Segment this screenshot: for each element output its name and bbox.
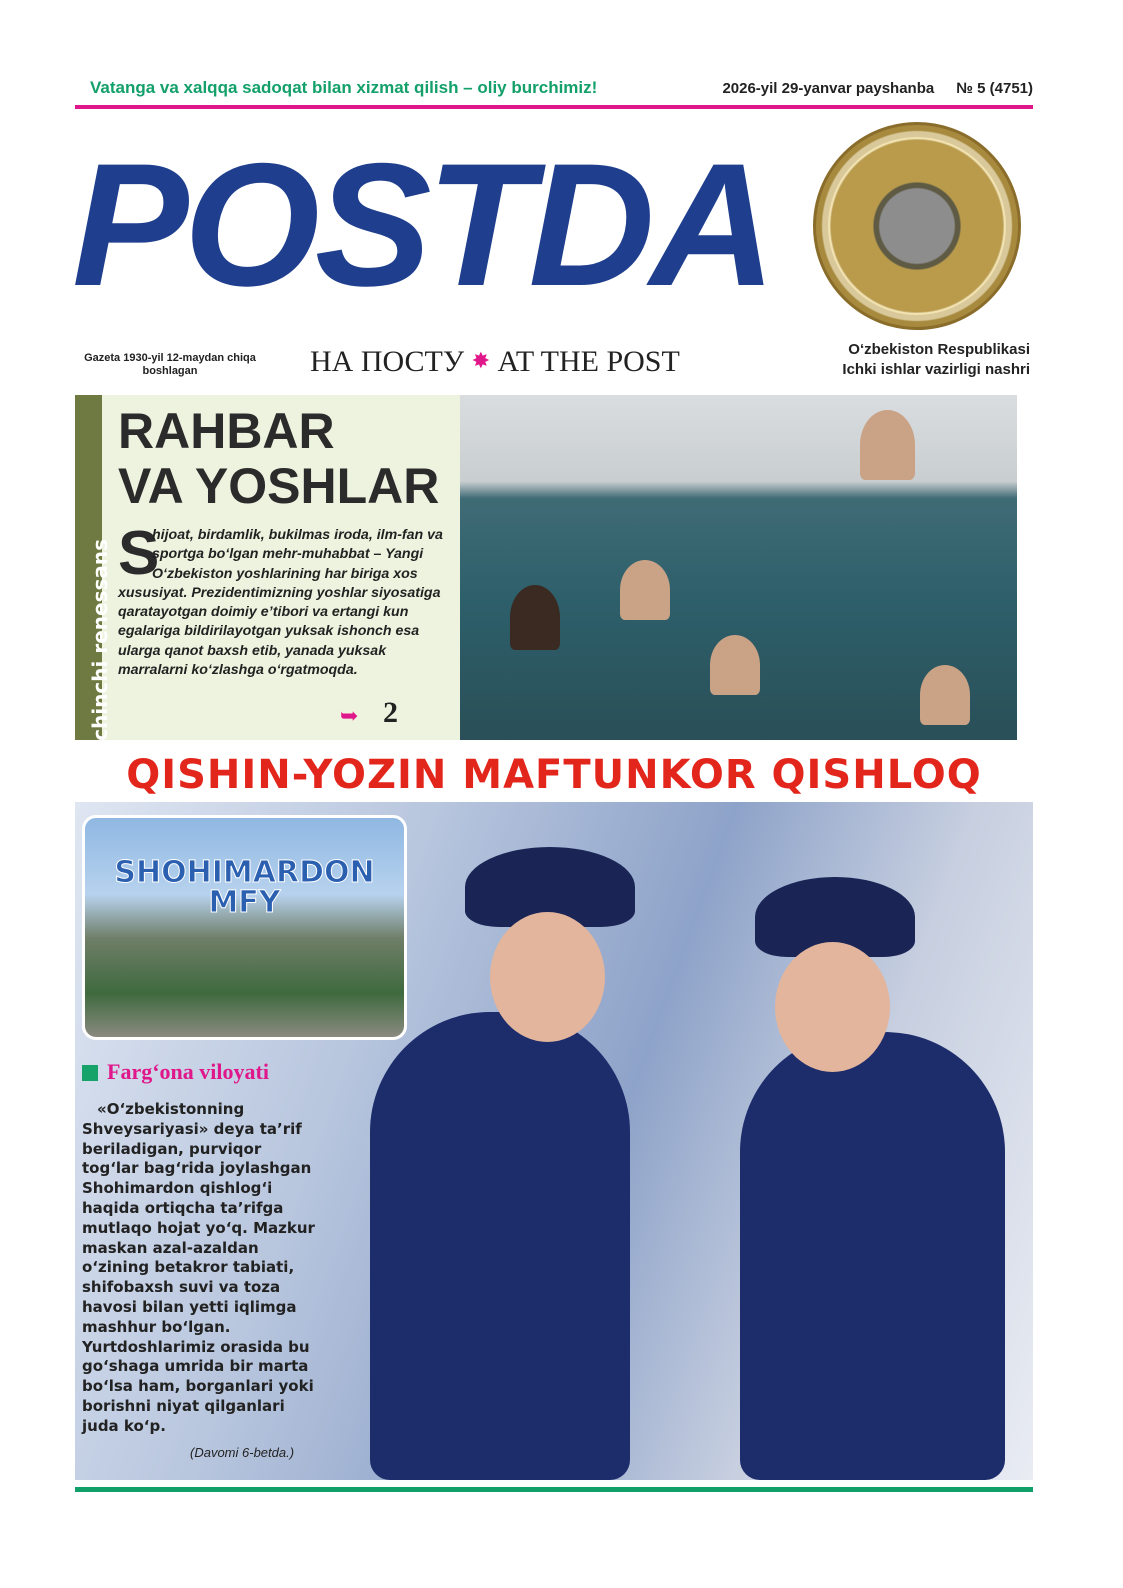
inset-photo bbox=[82, 815, 407, 1040]
photo-figure bbox=[920, 665, 970, 725]
publisher bbox=[800, 340, 1030, 381]
rubric-label: Uchinchi renessans bbox=[88, 538, 112, 757]
body-text: «O‘zbekistonning Shveysariyasi» deya ta’rif beriladigan, purviqor tog‘lar bag‘rida joylashgan Shohimardon qishlog‘i haqida ortiqcha ta’rifga mutlaqo hojat yo‘q. Mazkur maskan azal-azaldan o‘zining betakror tabiati, shifobaxsh suvi va toza havosi bilan yetti iqlimga mashhur bo‘lgan. Yurtdoshlarimiz orasida bu go‘shaga umrida bir marta bo‘lsa ham, borganlari yoki borishni niyat qilganlari juda ko‘p. bbox=[82, 1100, 315, 1435]
region-label: Farg‘ona viloyati bbox=[107, 1059, 269, 1084]
dateline bbox=[700, 80, 1033, 97]
photo-figure bbox=[710, 635, 760, 695]
text-line: hijoat, birdamlik, bukilmas bbox=[152, 527, 331, 543]
photo-figure bbox=[370, 1012, 630, 1480]
photo-figure bbox=[620, 560, 670, 620]
dropcap: S bbox=[118, 519, 160, 588]
star-icon: ✸ bbox=[471, 348, 491, 373]
issue-date: 2026-yil 29-yanvar payshanba bbox=[722, 80, 935, 97]
issue-number: № 5 (4751) bbox=[956, 80, 1033, 97]
photo-figure bbox=[740, 1032, 1005, 1480]
publisher-line: O‘zbekiston Respublikasi bbox=[848, 341, 1030, 358]
motto: Vatanga va xalqqa sadoqat bilan xizmat qilish – oliy burchimiz! bbox=[90, 78, 598, 97]
inset-sign-text: SHOHIMARDON MFY bbox=[114, 855, 375, 920]
ministry-seal-icon bbox=[813, 122, 1021, 330]
photo-figure bbox=[490, 912, 605, 1042]
photo-figure bbox=[775, 942, 890, 1072]
text-line: mehr-muhabbat – Yangi O‘zbekiston bbox=[152, 546, 424, 582]
masthead-logo: POSTDA bbox=[72, 128, 772, 323]
square-bullet-icon bbox=[82, 1065, 98, 1081]
seal-ring bbox=[828, 137, 1006, 315]
lead-story-photo bbox=[460, 395, 1017, 740]
main-story-text bbox=[82, 1100, 322, 1437]
subtitle-en: AT THE POST bbox=[497, 345, 680, 378]
continued-note[interactable]: (Davomi 6-betda.) bbox=[190, 1445, 295, 1460]
main-headline[interactable]: QISHIN-YOZIN MAFTUNKOR QISHLOQ bbox=[126, 752, 982, 798]
lead-story-title[interactable] bbox=[118, 404, 439, 514]
founded-note: Gazeta 1930-yil 12-maydan chiqa boshlagan bbox=[84, 352, 256, 378]
photo-figure bbox=[510, 585, 560, 650]
subtitle-ru: НА ПОСТУ bbox=[310, 345, 465, 378]
title-line: VA YOSHLAR bbox=[118, 458, 440, 514]
photo-figure bbox=[860, 410, 915, 480]
masthead-subtitle bbox=[310, 345, 680, 379]
top-divider bbox=[75, 105, 1033, 109]
text-line: iroda, ilm-fan va sportga bo‘lgan bbox=[152, 527, 443, 563]
bottom-divider bbox=[75, 1487, 1033, 1492]
text-line: yoshlarining har biriga xos xususiyat. Prezidentimizning yoshlar siyosatiga qaratayotgan doimiy e’tibori va ertangi kun egalariga bildirilayotgan yuksak ishonch esa ularga qanot baxsh etib, yanada yuksak marralarni ko‘zlashga o‘rgatmoqda. bbox=[118, 565, 441, 679]
arrow-icon: ➥ bbox=[340, 703, 359, 728]
lead-story-text bbox=[118, 519, 458, 680]
publisher-line: Ichki ishlar vazirligi nashri bbox=[842, 361, 1030, 379]
page-reference[interactable]: 2 bbox=[383, 696, 398, 729]
title-line: RAHBAR bbox=[118, 403, 335, 459]
